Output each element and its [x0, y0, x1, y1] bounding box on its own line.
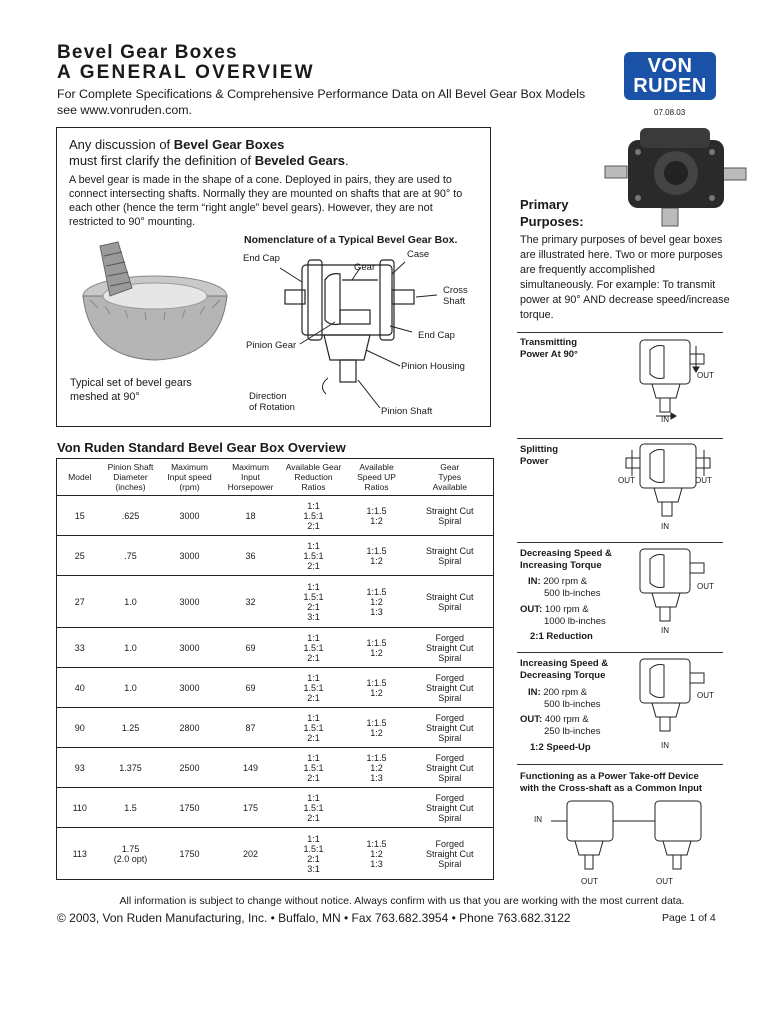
column-header: Available Gear Reduction Ratios — [281, 459, 347, 496]
gearbox-icon-transmitting — [620, 336, 720, 428]
gearbox-icon-decreasing — [620, 545, 720, 637]
label-pinion-shaft: Pinion Shaft — [381, 406, 433, 417]
model-cell: 40 — [57, 668, 103, 708]
speed-cell: 1750 — [159, 828, 221, 880]
column-header: Maximum Input Horsepower — [221, 459, 281, 496]
horsepower-cell: 202 — [221, 828, 281, 880]
diameter-cell: 1.0 — [103, 576, 159, 628]
table-row — [57, 628, 494, 668]
diameter-cell: .625 — [103, 496, 159, 536]
diameter-cell: 1.75 (2.0 opt) — [103, 828, 159, 880]
speed-cell: 2500 — [159, 748, 221, 788]
page-number: Page 1 of 4 — [662, 912, 716, 924]
reduction-cell: 1:1 1.5:1 2:1 — [281, 668, 347, 708]
out-label: OUT — [618, 476, 635, 485]
reduction-cell: 1:1 1.5:1 2:1 — [281, 536, 347, 576]
decreasing-out: OUT: 100 rpm & 1000 lb-inches — [520, 604, 606, 627]
out-label: OUT — [697, 582, 714, 591]
out-label: OUT — [697, 371, 714, 380]
gearbox-icon-increasing — [620, 655, 720, 747]
gear-types-cell: Forged Straight Cut Spiral — [407, 668, 494, 708]
diameter-cell: .75 — [103, 536, 159, 576]
speed-cell: 3000 — [159, 576, 221, 628]
column-header: Available Speed UP Ratios — [347, 459, 407, 496]
divider — [517, 332, 723, 333]
model-cell: 90 — [57, 708, 103, 748]
table-row — [57, 748, 494, 788]
column-header: Gear Types Available — [407, 459, 494, 496]
divider — [517, 652, 723, 653]
reduction-cell: 1:1 1.5:1 2:1 3:1 — [281, 828, 347, 880]
gear-types-cell: Forged Straight Cut Spiral — [407, 788, 494, 828]
column-header: Model — [57, 459, 103, 496]
speedup-cell: 1:1.5 1:2 — [347, 668, 407, 708]
primary-purposes-heading: Primary Purposes: — [520, 197, 584, 229]
model-cell: 15 — [57, 496, 103, 536]
divider — [517, 764, 723, 765]
gearbox-icon-pto — [545, 795, 725, 885]
table-row — [57, 668, 494, 708]
table-row — [57, 576, 494, 628]
speedup-cell: 1:1.5 1:2 1:3 — [347, 576, 407, 628]
table-row — [57, 496, 494, 536]
horsepower-cell: 18 — [221, 496, 281, 536]
reduction-cell: 1:1 1.5:1 2:1 — [281, 748, 347, 788]
diameter-cell: 1.25 — [103, 708, 159, 748]
in-label: IN — [661, 522, 669, 531]
diameter-cell: 1.5 — [103, 788, 159, 828]
divider — [517, 438, 723, 439]
intro-heading: Any discussion of Bevel Gear Boxes must first clarify the definition of Beveled Gears. — [69, 137, 349, 168]
reduction-cell: 1:1 1.5:1 2:1 — [281, 788, 347, 828]
page-title: Bevel Gear Boxes — [57, 42, 238, 63]
model-cell: 93 — [57, 748, 103, 788]
model-cell: 33 — [57, 628, 103, 668]
label-gear: Gear — [354, 262, 376, 273]
horsepower-cell: 87 — [221, 708, 281, 748]
speedup-cell: 1:1.5 1:2 — [347, 536, 407, 576]
copyright: © 2003, Von Ruden Manufacturing, Inc. • Buffalo, MN • Fax 763.682.3954 • Phone 763.682.3122 — [57, 911, 571, 925]
website-link[interactable]: see www.vonruden.com. — [57, 103, 192, 117]
pto-heading: Functioning as a Power Take-off Device with the Cross-shaft as a Common Input — [520, 771, 703, 794]
gear-types-cell: Straight Cut Spiral — [407, 576, 494, 628]
divider — [517, 542, 723, 543]
gearbox-photo — [600, 118, 750, 228]
speed-cell: 3000 — [159, 668, 221, 708]
label-case: Case — [407, 249, 430, 260]
table-header-row — [57, 459, 494, 496]
label-cross-shaft: Cross Shaft — [443, 285, 468, 307]
horsepower-cell: 175 — [221, 788, 281, 828]
out-label: OUT — [695, 476, 712, 485]
gear-types-cell: Forged Straight Cut Spiral — [407, 828, 494, 880]
reduction-cell: 1:1 1.5:1 2:1 — [281, 496, 347, 536]
speed-cell: 3000 — [159, 536, 221, 576]
model-cell: 113 — [57, 828, 103, 880]
decreasing-in: IN: 200 rpm & 500 lb-inches — [528, 576, 601, 599]
speedup-cell — [347, 788, 407, 828]
table-row — [57, 828, 494, 880]
speed-cell: 3000 — [159, 496, 221, 536]
out-label: OUT — [697, 691, 714, 700]
column-header: Pinion Shaft Diameter (inches) — [103, 459, 159, 496]
reduction-cell: 1:1 1.5:1 2:1 — [281, 628, 347, 668]
gearbox-icon-splitting — [620, 440, 720, 532]
gear-types-cell: Forged Straight Cut Spiral — [407, 748, 494, 788]
von-ruden-logo: VON RUDEN — [624, 52, 716, 100]
in-label: IN — [661, 741, 669, 750]
table-row — [57, 536, 494, 576]
increasing-in: IN: 200 rpm & 500 lb-inches — [528, 687, 601, 710]
increasing-heading: Increasing Speed & Decreasing Torque — [520, 658, 609, 681]
speed-cell: 2800 — [159, 708, 221, 748]
spec-reference — [57, 86, 597, 118]
document-date: 07.08.03 — [654, 108, 686, 117]
table-title: Von Ruden Standard Bevel Gear Box Overview — [57, 440, 346, 455]
increasing-ratio: 1:2 Speed-Up — [530, 742, 591, 753]
model-cell: 110 — [57, 788, 103, 828]
speedup-cell: 1:1.5 1:2 1:3 — [347, 828, 407, 880]
gear-types-cell: Forged Straight Cut Spiral — [407, 708, 494, 748]
in-label: IN — [661, 626, 669, 635]
table-row — [57, 708, 494, 748]
spec-reference-line1: For Complete Specifications & Comprehensive Performance Data on All Bevel Gear Box Models — [57, 87, 586, 101]
decreasing-heading: Decreasing Speed & Increasing Torque — [520, 548, 612, 571]
horsepower-cell: 69 — [221, 628, 281, 668]
splitting-heading: Splitting Power — [520, 444, 558, 467]
horsepower-cell: 36 — [221, 536, 281, 576]
bevel-gear-definition: A bevel gear is made in the shape of a cone. Deployed in pairs, they are used to connect intersecting shafts. Normally they are mounted on shafts that are at 90° to each other (hence the term “right angle” bevel gears). However, they are not restricted to 90° mounting. — [69, 174, 463, 228]
page-subtitle: A GENERAL OVERVIEW — [57, 62, 315, 83]
disclaimer: All information is subject to change without notice. Always confirm with us that you are working with the most current data. — [119, 895, 685, 907]
diameter-cell: 1.0 — [103, 668, 159, 708]
gear-types-cell: Straight Cut Spiral — [407, 496, 494, 536]
horsepower-cell: 32 — [221, 576, 281, 628]
column-header: Maximum Input speed (rpm) — [159, 459, 221, 496]
label-pinion-housing: Pinion Housing — [401, 361, 465, 372]
speed-cell: 3000 — [159, 628, 221, 668]
speedup-cell: 1:1.5 1:2 1:3 — [347, 748, 407, 788]
nomenclature-title: Nomenclature of a Typical Bevel Gear Box. — [244, 234, 458, 246]
label-end-cap-top: End Cap — [243, 253, 280, 264]
table-row — [57, 788, 494, 828]
out-label: OUT — [656, 877, 673, 886]
spec-table — [56, 458, 494, 880]
label-pinion-gear: Pinion Gear — [246, 340, 297, 351]
gear-types-cell: Straight Cut Spiral — [407, 536, 494, 576]
model-cell: 27 — [57, 576, 103, 628]
horsepower-cell: 149 — [221, 748, 281, 788]
speed-cell: 1750 — [159, 788, 221, 828]
transmitting-heading: Transmitting Power At 90° — [520, 337, 578, 360]
diameter-cell: 1.0 — [103, 628, 159, 668]
primary-purposes-text: The primary purposes of bevel gear boxes are illustrated here. Two or more purposes are frequently accomplished simultaneously. For example: To transmit power at 90° AND decrease speed/increase torque. — [520, 234, 730, 321]
label-direction-of-rotation: Direction of Rotation — [249, 391, 295, 413]
model-cell: 25 — [57, 536, 103, 576]
diameter-cell: 1.375 — [103, 748, 159, 788]
bevel-gear-photo — [70, 238, 230, 368]
decreasing-ratio: 2:1 Reduction — [530, 631, 593, 642]
speedup-cell: 1:1.5 1:2 — [347, 708, 407, 748]
speedup-cell: 1:1.5 1:2 — [347, 496, 407, 536]
speedup-cell: 1:1.5 1:2 — [347, 628, 407, 668]
label-end-cap-right: End Cap — [418, 330, 455, 341]
in-label: IN — [534, 815, 542, 824]
out-label: OUT — [581, 877, 598, 886]
gear-caption: Typical set of bevel gears meshed at 90° — [70, 377, 192, 403]
gear-types-cell: Forged Straight Cut Spiral — [407, 628, 494, 668]
reduction-cell: 1:1 1.5:1 2:1 — [281, 708, 347, 748]
reduction-cell: 1:1 1.5:1 2:1 3:1 — [281, 576, 347, 628]
horsepower-cell: 69 — [221, 668, 281, 708]
in-label: IN — [661, 415, 669, 424]
increasing-out: OUT: 400 rpm & 250 lb-inches — [520, 714, 601, 737]
